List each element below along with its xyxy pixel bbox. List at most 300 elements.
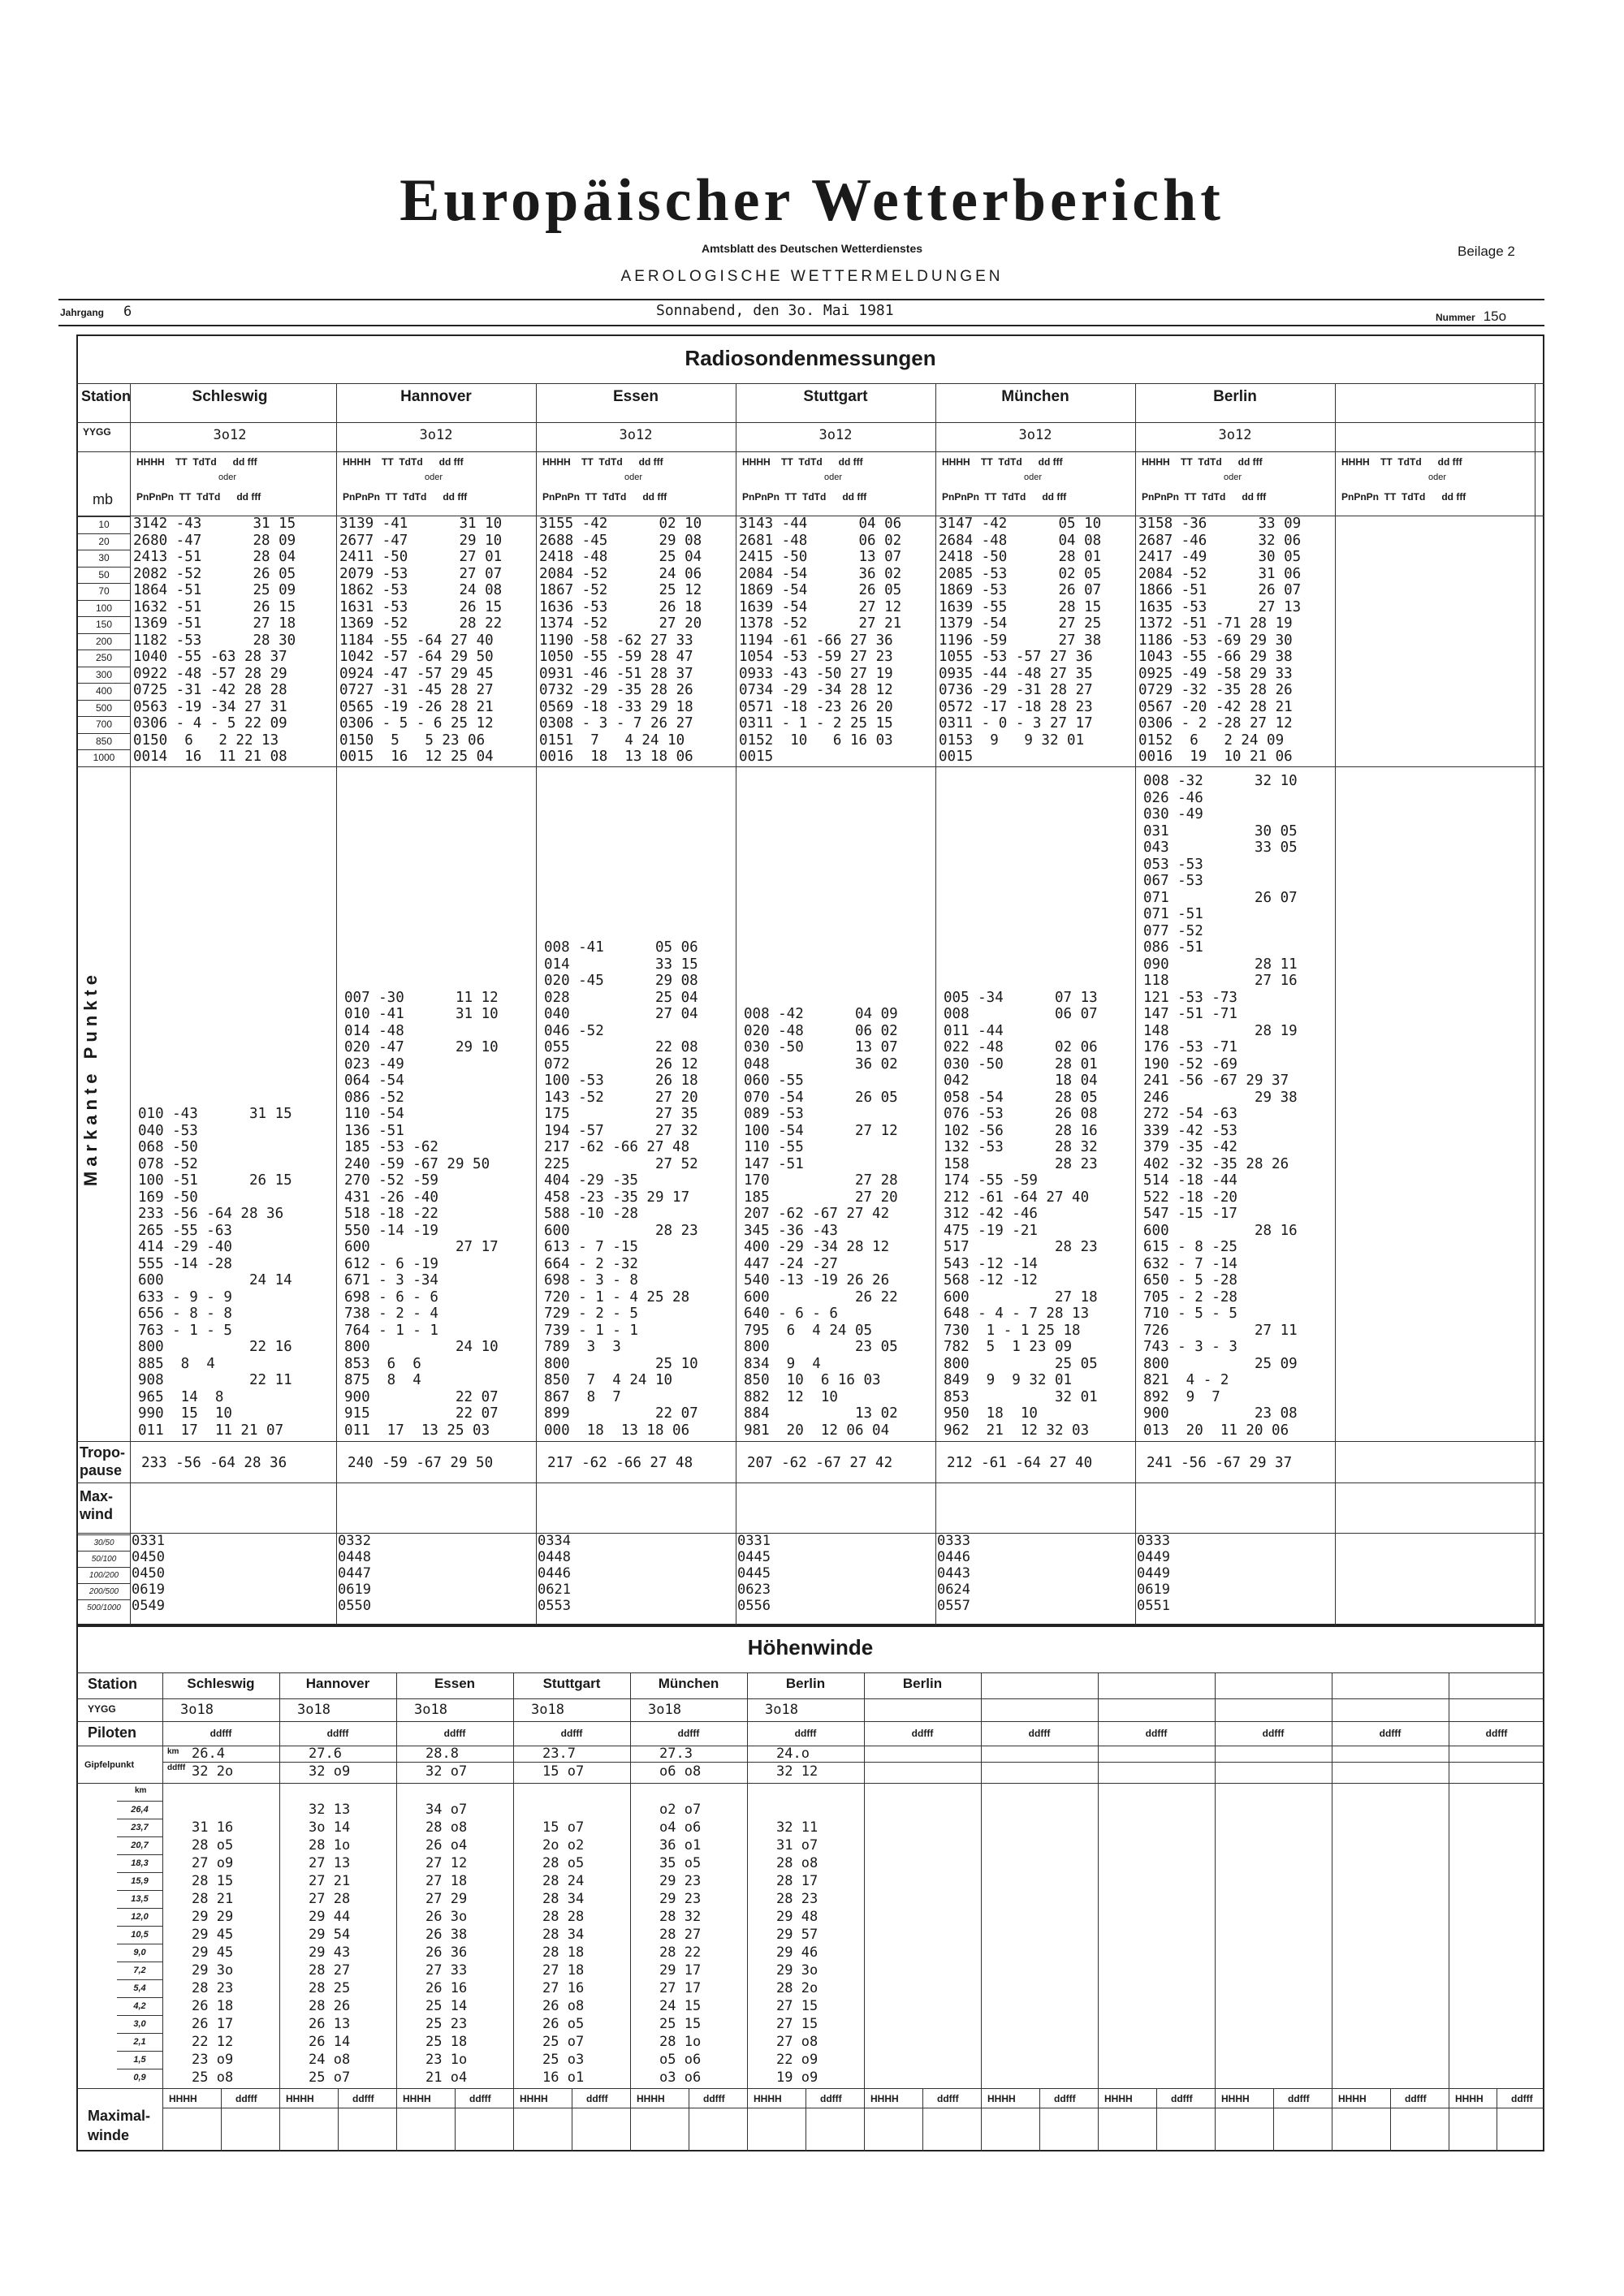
- layer-wind-value: 0334: [538, 1533, 571, 1549]
- standard-level-value: 1379 -54 27 25: [939, 615, 1102, 632]
- wind-value: 28 1o: [659, 2034, 702, 2050]
- significant-point-value: 800 23 05: [744, 1339, 898, 1355]
- layer-wind-value: 0449: [1137, 1549, 1170, 1565]
- layer-wind-value: 0621: [538, 1582, 571, 1598]
- significant-point-value: 020 -47 29 10: [344, 1039, 499, 1055]
- significant-point-value: 071 26 07: [1143, 889, 1298, 906]
- max-ddfff-label: ddfff: [469, 2093, 491, 2104]
- column-head: HHHH TT TdTd dd fff: [343, 456, 464, 468]
- standard-level-value: 1184 -55 -64 27 40: [339, 632, 494, 649]
- pressure-level: 400: [78, 683, 130, 699]
- wind-value: 29 46: [776, 1944, 818, 1961]
- significant-point-value: 272 -54 -63: [1143, 1106, 1237, 1122]
- piloten-ddfff-label: ddfff: [443, 1728, 466, 1739]
- wind-height-label: 1,5: [117, 2051, 162, 2069]
- column-head: PnPnPn TT TdTd dd fff: [1341, 491, 1466, 503]
- significant-point-value: 800 25 09: [1143, 1355, 1298, 1372]
- standard-level-value: 3139 -41 31 10: [339, 516, 503, 532]
- significant-point-value: 246 29 38: [1143, 1089, 1298, 1106]
- layer-wind-value: 0619: [338, 1582, 371, 1598]
- wind-value: 24 o8: [309, 2052, 351, 2068]
- station-name: Hannover: [400, 388, 472, 405]
- wind-value: o5 o6: [659, 2052, 702, 2068]
- significant-point-value: 671 - 3 -34: [344, 1272, 438, 1288]
- max-half-divider: [1390, 2088, 1391, 2151]
- column-head: HHHH TT TdTd dd fff: [742, 456, 863, 468]
- wind-value: 27 12: [425, 1855, 468, 1871]
- significant-point-value: 086 -51: [1143, 939, 1203, 956]
- pressure-level: 20: [78, 533, 130, 550]
- header-rule-bottom: [58, 325, 1544, 326]
- max-half-divider: [1273, 2088, 1274, 2151]
- wind-value: 28 24: [542, 1873, 585, 1889]
- wind-value: 26 17: [192, 2016, 234, 2032]
- wind-value: 2o o2: [542, 1837, 585, 1854]
- standard-level-value: 1378 -52 27 21: [739, 615, 902, 632]
- layer-wind-value: 0446: [937, 1549, 970, 1565]
- wind-height-label: 23,7: [117, 1819, 162, 1836]
- column-head-oder: oder: [624, 473, 643, 482]
- pressure-level: 250: [78, 650, 130, 666]
- significant-point-value: 518 -18 -22: [344, 1206, 438, 1222]
- significant-point-value: 028 25 04: [544, 989, 698, 1006]
- wind-value: 28 27: [659, 1927, 702, 1943]
- wind-value: 19 o9: [776, 2069, 818, 2086]
- tropopause-value: 217 -62 -66 27 48: [547, 1455, 693, 1471]
- significant-point-value: 588 -10 -28: [544, 1206, 638, 1222]
- layer-wind-value: 0450: [132, 1565, 165, 1582]
- winds-station-name: Hannover: [305, 1676, 370, 1691]
- significant-point-value: 475 -19 -21: [944, 1222, 1038, 1239]
- wind-value: 28 18: [542, 1944, 585, 1961]
- standard-level-value: 1636 -53 26 18: [539, 598, 702, 615]
- significant-point-value: 020 -45 29 08: [544, 973, 698, 989]
- significant-point-value: 800 25 05: [944, 1355, 1098, 1372]
- significant-point-value: 143 -52 27 20: [544, 1089, 698, 1106]
- layer-wind-value: 0449: [1137, 1565, 1170, 1582]
- wind-value: 28 o5: [542, 1855, 585, 1871]
- significant-point-value: 070 -54 26 05: [744, 1089, 898, 1106]
- standard-level-value: 2082 -52 26 05: [133, 565, 296, 582]
- significant-point-value: 170 27 28: [744, 1172, 898, 1189]
- max-ddfff-label: ddfff: [703, 2093, 725, 2104]
- piloten-ddfff-label: ddfff: [1028, 1728, 1051, 1739]
- standard-level-value: 0306 - 4 - 5 22 09: [133, 715, 287, 732]
- max-hhhh-label: HHHH: [1221, 2093, 1250, 2104]
- significant-point-value: 090 28 11: [1143, 956, 1298, 973]
- significant-point-value: 568 -12 -12: [944, 1272, 1038, 1288]
- wind-value: 26 18: [192, 1998, 234, 2014]
- wind-value: 29 48: [776, 1909, 818, 1925]
- column-head: HHHH TT TdTd dd fff: [136, 456, 257, 468]
- significant-point-value: 042 18 04: [944, 1072, 1098, 1089]
- wind-value: 26 36: [425, 1944, 468, 1961]
- significant-point-value: 400 -29 -34 28 12: [744, 1239, 890, 1255]
- significant-point-value: 072 26 12: [544, 1055, 698, 1072]
- significant-point-value: 100 -51 26 15: [138, 1172, 292, 1189]
- significant-point-value: 005 -34 07 13: [944, 989, 1098, 1006]
- wind-value: 25 18: [425, 2034, 468, 2050]
- significant-point-value: 414 -29 -40: [138, 1239, 232, 1255]
- standard-level-value: 0306 - 2 -28 27 12: [1138, 715, 1293, 732]
- wind-value: 26 o5: [542, 2016, 585, 2032]
- wind-value: 29 23: [659, 1891, 702, 1907]
- maxwind-label: Max- wind: [80, 1488, 114, 1522]
- significant-point-value: 850 10 6 16 03: [744, 1372, 881, 1388]
- significant-point-value: 965 14 8: [138, 1388, 224, 1405]
- significant-point-value: 008 -41 05 06: [544, 939, 698, 956]
- significant-point-value: 730 1 - 1 25 18: [944, 1322, 1081, 1339]
- wind-value: 28 o8: [776, 1855, 818, 1871]
- significant-point-value: 867 8 7: [544, 1388, 621, 1405]
- wind-value: 27 15: [776, 2016, 818, 2032]
- significant-point-value: 040 27 04: [544, 1006, 698, 1022]
- column-head-oder: oder: [218, 473, 237, 482]
- standard-level-value: 3147 -42 05 10: [939, 516, 1102, 532]
- standard-level-value: 0727 -31 -45 28 27: [339, 682, 494, 698]
- max-half-divider: [922, 2088, 923, 2151]
- significant-point-value: 431 -26 -40: [344, 1189, 438, 1206]
- significant-point-value: 058 -54 28 05: [944, 1089, 1098, 1106]
- significant-point-value: 884 13 02: [744, 1405, 898, 1422]
- winds-column-divider: [396, 1672, 397, 2151]
- max-half-divider: [221, 2088, 222, 2151]
- layer-wind-value: 0332: [338, 1533, 371, 1549]
- standard-level-value: 0150 5 5 23 06: [339, 732, 486, 749]
- layer-wind-value: 0448: [538, 1549, 571, 1565]
- layer-wind-value: 0450: [132, 1549, 165, 1565]
- summit-km: 28.8: [425, 1746, 459, 1762]
- wind-value: 32 13: [309, 1802, 351, 1818]
- standard-level-value: 0015: [739, 749, 774, 765]
- wind-value: 27 28: [309, 1891, 351, 1907]
- significant-point-value: 834 9 4: [744, 1355, 821, 1372]
- summit-ddfff: o6 o8: [659, 1763, 702, 1780]
- wind-height-label: 10,5: [117, 1926, 162, 1944]
- piloten-ddfff-label: ddfff: [1145, 1728, 1168, 1739]
- standard-level-value: 0567 -20 -42 28 21: [1138, 698, 1293, 715]
- significant-point-value: 550 -14 -19: [344, 1222, 438, 1239]
- piloten-ddfff-label: ddfff: [1379, 1728, 1402, 1739]
- layer-wind-value: 0447: [338, 1565, 371, 1582]
- standard-level-value: 0565 -19 -26 28 21: [339, 698, 494, 715]
- significant-point-value: 102 -56 28 16: [944, 1122, 1098, 1139]
- summit-km: 27.3: [659, 1746, 693, 1762]
- significant-point-value: 908 22 11: [138, 1372, 292, 1388]
- wind-value: 28 25: [309, 1980, 351, 1996]
- significant-point-value: 270 -52 -59: [344, 1172, 438, 1189]
- layer-wind-value: 0333: [937, 1533, 970, 1549]
- standard-level-value: 2411 -50 27 01: [339, 549, 503, 565]
- wind-value: 28 15: [192, 1873, 234, 1889]
- wind-height-label: 3,0: [117, 2015, 162, 2033]
- significant-point-value: 555 -14 -28: [138, 1255, 232, 1272]
- significant-point-value: 915 22 07: [344, 1405, 499, 1422]
- winds-yygg: 3o18: [414, 1702, 447, 1718]
- significant-point-value: 048 36 02: [744, 1055, 898, 1072]
- wind-value: 25 o7: [309, 2069, 351, 2086]
- gipfel-label: Gipfelpunkt: [84, 1760, 135, 1770]
- significant-point-value: 014 -48: [344, 1022, 404, 1039]
- wind-value: 27 o9: [192, 1855, 234, 1871]
- standard-level-value: 1632 -51 26 15: [133, 598, 296, 615]
- max-half-divider: [338, 2088, 339, 2151]
- standard-level-value: 0311 - 0 - 3 27 17: [939, 715, 1093, 732]
- wind-value: 26 3o: [425, 1909, 468, 1925]
- significant-point-value: 514 -18 -44: [1143, 1172, 1237, 1189]
- layer-wind-value: 0445: [737, 1549, 771, 1565]
- significant-point-value: 053 -53: [1143, 856, 1203, 873]
- significant-point-value: 132 -53 28 32: [944, 1139, 1098, 1155]
- wind-value: 28 34: [542, 1927, 585, 1943]
- significant-point-value: 026 -46: [1143, 789, 1203, 806]
- wind-value: 27 33: [425, 1962, 468, 1979]
- standard-level-value: 0563 -19 -34 27 31: [133, 698, 287, 715]
- wind-value: 26 14: [309, 2034, 351, 2050]
- significant-point-value: 190 -52 -69: [1143, 1055, 1237, 1072]
- wind-value: 25 15: [659, 2016, 702, 2032]
- significant-point-value: 030 -49: [1143, 806, 1203, 822]
- maximal-winde-label: Maximal- winde: [88, 2108, 151, 2143]
- standard-level-value: 3143 -44 04 06: [739, 516, 902, 532]
- wind-value: 27 29: [425, 1891, 468, 1907]
- station-name: Essen: [613, 388, 659, 405]
- significant-point-value: 013 20 11 20 06: [1143, 1422, 1289, 1439]
- wind-value: 23 o9: [192, 2052, 234, 2068]
- column-head: HHHH TT TdTd dd fff: [942, 456, 1063, 468]
- pressure-level: 850: [78, 733, 130, 749]
- piloten-ddfff-label: ddfff: [1262, 1728, 1285, 1739]
- wind-height-label: 0,9: [117, 2069, 162, 2087]
- wind-value: 29 57: [776, 1927, 818, 1943]
- layer-wind-value: 0553: [538, 1598, 571, 1614]
- standard-level-value: 0152 6 2 24 09: [1138, 732, 1285, 749]
- summit-km: 27.6: [309, 1746, 342, 1762]
- significant-point-value: 046 -52: [544, 1022, 604, 1039]
- significant-point-value: 175 27 35: [544, 1106, 698, 1122]
- wind-value: 27 17: [659, 1980, 702, 1996]
- standard-level-value: 0153 9 9 32 01: [939, 732, 1085, 749]
- piloten-ddfff-label: ddfff: [794, 1728, 817, 1739]
- wind-value: 29 45: [192, 1927, 234, 1943]
- standard-level-value: 0311 - 1 - 2 25 15: [739, 715, 893, 732]
- layer-label: 200/500: [78, 1583, 130, 1599]
- column-head: PnPnPn TT TdTd dd fff: [942, 491, 1067, 503]
- wind-value: 29 43: [309, 1944, 351, 1961]
- station-yygg: 3o12: [818, 427, 853, 443]
- max-hhhh-label: HHHH: [1455, 2093, 1484, 2104]
- standard-level-value: 0015: [939, 749, 974, 765]
- station-name: Schleswig: [192, 388, 268, 405]
- significant-point-value: 147 -51 -71: [1143, 1006, 1237, 1022]
- wind-height-label: 15,9: [117, 1872, 162, 1890]
- issue-date: Sonnabend, den 3o. Mai 1981: [656, 302, 894, 319]
- wind-value: o4 o6: [659, 1819, 702, 1836]
- winds-column-divider: [513, 1672, 514, 2151]
- column-divider: [536, 383, 537, 1625]
- column-divider: [935, 383, 936, 1625]
- winds-station-name: Berlin: [785, 1676, 826, 1691]
- issue-number: [1436, 309, 1506, 325]
- wind-value: 25 o8: [192, 2069, 234, 2086]
- standard-level-value: 2418 -48 25 04: [539, 549, 702, 565]
- wind-value: 28 32: [659, 1909, 702, 1925]
- significant-point-value: 345 -36 -43: [744, 1222, 838, 1239]
- station-yygg: 3o12: [419, 427, 453, 443]
- max-hhhh-label: HHHH: [520, 2093, 548, 2104]
- wind-value: 27 o8: [776, 2034, 818, 2050]
- wind-value: 3o 14: [309, 1819, 351, 1836]
- significant-point-value: 078 -52: [138, 1155, 198, 1172]
- wind-value: 22 o9: [776, 2052, 818, 2068]
- wind-height-label: 9,0: [117, 1944, 162, 1962]
- max-ddfff-label: ddfff: [1054, 2093, 1076, 2104]
- max-hhhh-label: HHHH: [987, 2093, 1016, 2104]
- pressure-level: 50: [78, 567, 130, 583]
- tropopause-value: 240 -59 -67 29 50: [348, 1455, 494, 1471]
- pressure-level: 100: [78, 600, 130, 616]
- layer-label: 500/1000: [78, 1599, 130, 1616]
- significant-point-value: 743 - 3 - 3: [1143, 1339, 1237, 1355]
- yygg-label: YYGG: [83, 426, 111, 438]
- significant-point-value: 185 27 20: [744, 1189, 898, 1206]
- wind-value: 24 15: [659, 1998, 702, 2014]
- wind-value: 26 13: [309, 2016, 351, 2032]
- layer-label: 100/200: [78, 1567, 130, 1583]
- wind-value: 29 23: [659, 1873, 702, 1889]
- wind-value: 16 o1: [542, 2069, 585, 2086]
- wind-value: 28 21: [192, 1891, 234, 1907]
- significant-point-value: 640 - 6 - 6: [744, 1306, 838, 1322]
- standard-level-value: 1055 -53 -57 27 36: [939, 649, 1093, 665]
- wind-value: 29 44: [309, 1909, 351, 1925]
- max-hhhh-label: HHHH: [1338, 2093, 1367, 2104]
- significant-point-value: 169 -50: [138, 1189, 198, 1206]
- max-half-divider: [1039, 2088, 1040, 2151]
- significant-point-value: 008 -42 04 09: [744, 1006, 898, 1022]
- standard-level-value: 1054 -53 -59 27 23: [739, 649, 893, 665]
- significant-point-value: 648 - 4 - 7 28 13: [944, 1306, 1090, 1322]
- significant-point-value: 011 17 11 21 07: [138, 1422, 284, 1439]
- column-divider: [336, 383, 337, 1625]
- max-ddfff-label: ddfff: [235, 2093, 257, 2104]
- significant-point-value: 031 30 05: [1143, 822, 1298, 839]
- layer-wind-value: 0619: [132, 1582, 165, 1598]
- wind-value: 28 22: [659, 1944, 702, 1961]
- significant-point-value: 086 -52: [344, 1089, 404, 1106]
- standard-level-value: 0014 16 11 21 08: [133, 749, 287, 765]
- winds-yygg: 3o18: [531, 1702, 564, 1718]
- standard-level-value: 1867 -52 25 12: [539, 582, 702, 598]
- significant-point-value: 726 27 11: [1143, 1322, 1298, 1339]
- significant-point-value: 077 -52: [1143, 922, 1203, 939]
- standard-level-value: 1374 -52 27 20: [539, 615, 702, 632]
- significant-point-value: 118 27 16: [1143, 973, 1298, 989]
- winds-column-divider: [981, 1672, 982, 2151]
- column-head-oder: oder: [425, 473, 443, 482]
- significant-point-value: 068 -50: [138, 1139, 198, 1155]
- wind-value: 26 16: [425, 1980, 468, 1996]
- number-value: 15o: [1483, 309, 1507, 324]
- mb-label: mb: [93, 491, 114, 507]
- column-divider: [1135, 383, 1136, 1625]
- layer-wind-value: 0333: [1137, 1533, 1170, 1549]
- significant-point-value: 600 28 23: [544, 1222, 698, 1239]
- significant-point-value: 000 18 13 18 06: [544, 1422, 690, 1439]
- wind-value: 26 o4: [425, 1837, 468, 1854]
- significant-point-value: 900 23 08: [1143, 1405, 1298, 1422]
- standard-level-value: 0152 10 6 16 03: [739, 732, 893, 749]
- max-hhhh-label: HHHH: [637, 2093, 665, 2104]
- standard-level-value: 0732 -29 -35 28 26: [539, 682, 693, 698]
- wind-value: 27 18: [425, 1873, 468, 1889]
- standard-level-value: 0150 6 2 22 13: [133, 732, 279, 749]
- significant-point-value: 030 -50 28 01: [944, 1055, 1098, 1072]
- significant-point-value: 089 -53: [744, 1106, 804, 1122]
- significant-point-value: 402 -32 -35 28 26: [1143, 1155, 1289, 1172]
- standard-level-value: 0729 -32 -35 28 26: [1138, 682, 1293, 698]
- significant-point-value: 720 - 1 - 4 25 28: [544, 1288, 690, 1306]
- piloten-ddfff-label: ddfff: [326, 1728, 349, 1739]
- standard-level-value: 1042 -57 -64 29 50: [339, 649, 494, 665]
- winds-station-name: Schleswig: [187, 1676, 255, 1691]
- layer-wind-value: 0557: [937, 1598, 970, 1614]
- wind-value: 29 45: [192, 1944, 234, 1961]
- layer-wind-value: 0549: [132, 1598, 165, 1614]
- significant-point-value: 850 7 4 24 10: [544, 1372, 673, 1388]
- column-head-oder: oder: [1428, 473, 1447, 482]
- standard-level-value: 1190 -58 -62 27 33: [539, 632, 693, 649]
- max-hhhh-label: HHHH: [754, 2093, 782, 2104]
- significant-point-value: 312 -42 -46: [944, 1206, 1038, 1222]
- significant-point-value: 600 27 17: [344, 1239, 499, 1255]
- standard-level-value: 0736 -29 -31 28 27: [939, 682, 1093, 698]
- wind-value: 27 15: [776, 1998, 818, 2014]
- standard-level-value: 0572 -17 -18 28 23: [939, 698, 1093, 715]
- significant-point-value: 600 28 16: [1143, 1222, 1298, 1239]
- layer-wind-value: 0619: [1137, 1582, 1170, 1598]
- significant-point-value: 782 5 1 23 09: [944, 1339, 1073, 1355]
- heights-km-label: km: [135, 1786, 147, 1795]
- piloten-ddfff-label: ddfff: [677, 1728, 700, 1739]
- significant-point-value: 404 -29 -35: [544, 1172, 638, 1189]
- significant-point-value: 656 - 8 - 8: [138, 1306, 232, 1322]
- station-name: Stuttgart: [803, 388, 868, 405]
- wind-value: 31 o7: [776, 1837, 818, 1854]
- wind-value: 25 14: [425, 1998, 468, 2014]
- volume-value: 6: [123, 304, 132, 320]
- wind-value: 27 18: [542, 1962, 585, 1979]
- significant-point-value: 517 28 23: [944, 1239, 1098, 1255]
- summit-km: 23.7: [542, 1746, 576, 1762]
- winds-yygg: 3o18: [648, 1702, 681, 1718]
- wind-value: 25 23: [425, 2016, 468, 2032]
- pressure-level: 500: [78, 700, 130, 716]
- layer-wind-value: 0446: [538, 1565, 571, 1582]
- standard-level-value: 0925 -49 -58 29 33: [1138, 665, 1293, 682]
- standard-level-value: 2084 -54 36 02: [739, 565, 902, 582]
- wind-value: o3 o6: [659, 2069, 702, 2086]
- tropopause-value: 241 -56 -67 29 37: [1147, 1455, 1293, 1471]
- significant-point-value: 950 18 10: [944, 1405, 1038, 1422]
- station-yygg: 3o12: [1218, 427, 1252, 443]
- standard-level-value: 1186 -53 -69 29 30: [1138, 632, 1293, 649]
- significant-point-value: 650 - 5 -28: [1143, 1272, 1237, 1288]
- significant-point-value: 100 -54 27 12: [744, 1122, 898, 1139]
- column-head: HHHH TT TdTd dd fff: [1341, 456, 1462, 468]
- standard-level-value: 0924 -47 -57 29 45: [339, 665, 494, 682]
- standard-levels-end: [76, 766, 1544, 767]
